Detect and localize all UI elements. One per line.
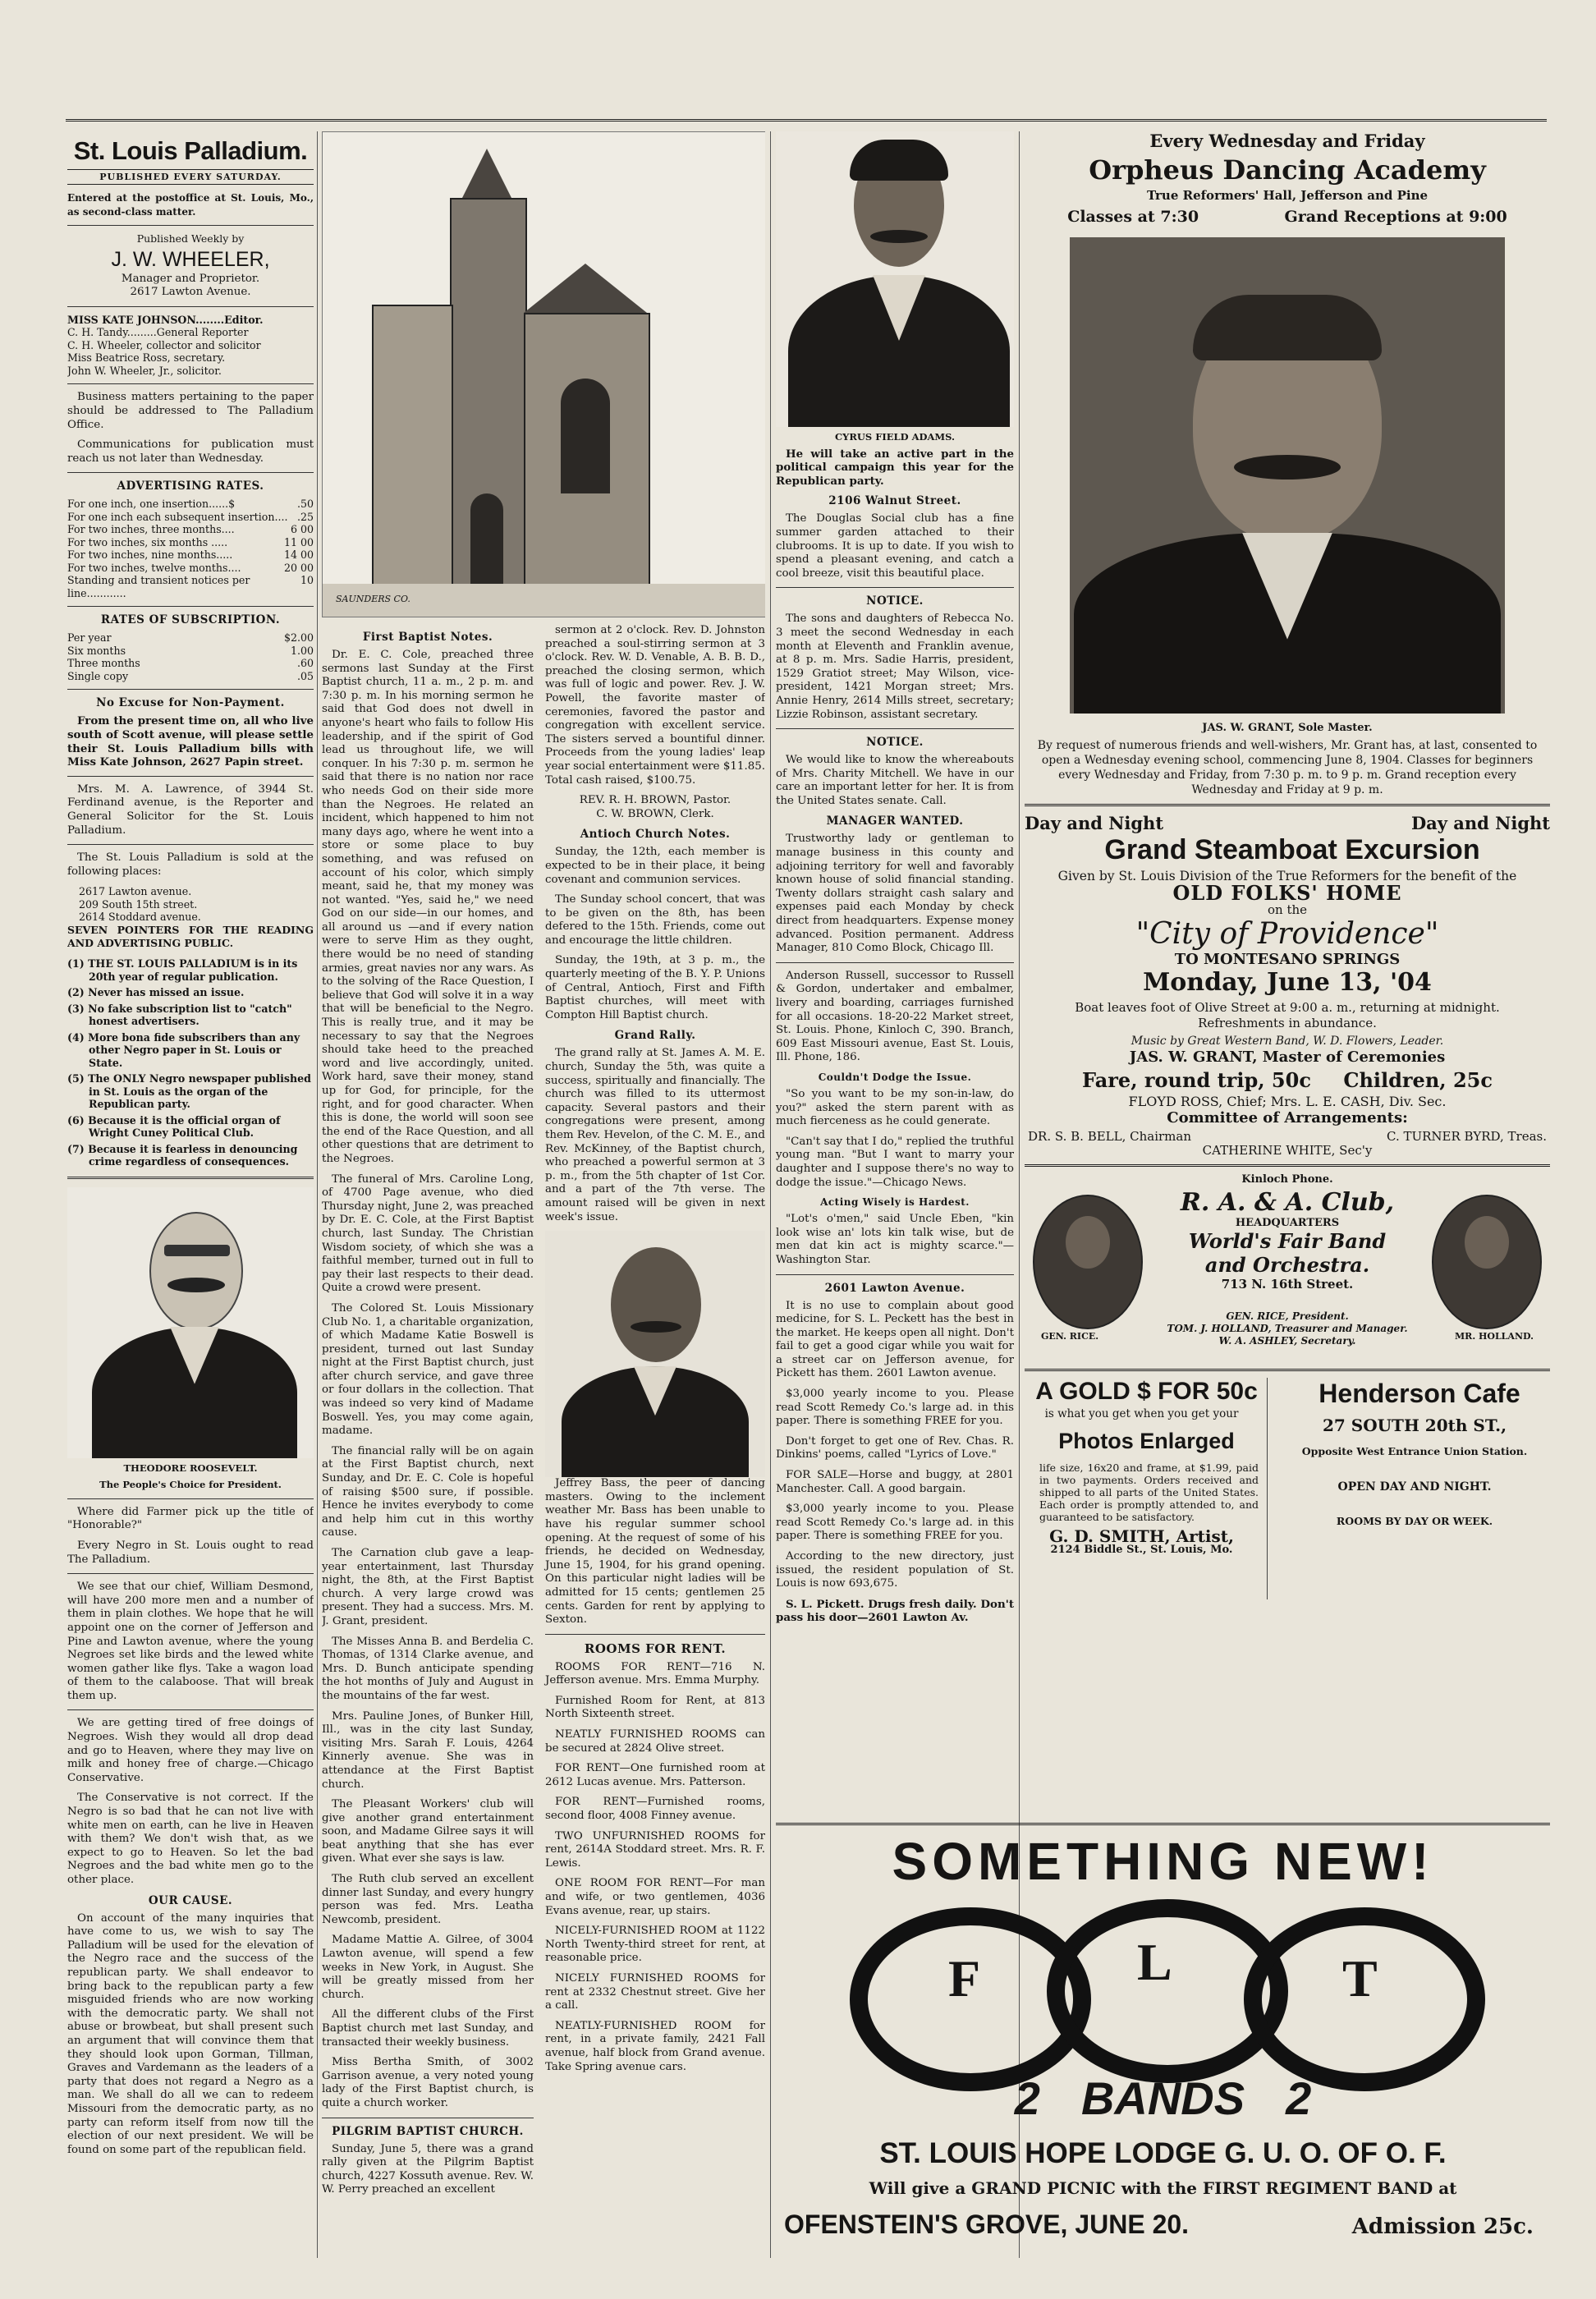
room-listing: TWO UNFURNISHED ROOMS for rent, 2614A Stoddard street. Mrs. R. F. Lewis. [545, 1829, 765, 1870]
church-paragraph: Madame Mattie A. Gilree, of 3004 Lawton avenue, will spend a few weeks in New York, in August. She will be greatly missed from her church. [322, 1934, 534, 2001]
divider [776, 728, 1014, 729]
flt-admission: Admission 25c. [1351, 2214, 1534, 2239]
rooms-heading: ROOMS FOR RENT. [584, 1641, 727, 1656]
flt-letter-t: T [1342, 1949, 1378, 2008]
dodge-paragraph: "Can't say that I do," replied the truthful young man. "But I want to marry your daughter and I suppose there's no way to dodge the issue."—Chicago News. [776, 1135, 1014, 1189]
every-paragraph: Every Negro in St. Louis ought to read The Palladium. [67, 1539, 314, 1566]
publisher-name: J. W. WHEELER, [111, 247, 270, 271]
masthead-subtitle: PUBLISHED EVERY SATURDAY. [67, 169, 314, 185]
dodge-paragraph: "So you want to be my son-in-law, do you?" asked the stern parent with as much fierceness as he could generate. [776, 1087, 1014, 1128]
pointers-list [67, 957, 314, 1168]
photos-sub: is what you get when you get your [1044, 1406, 1239, 1420]
committee-sec: CATHERINE WHITE, Sec'y [1202, 1142, 1373, 1158]
divider [67, 1573, 314, 1574]
subscription-heading: RATES OF SUBSCRIPTION. [100, 613, 281, 627]
column-notices [776, 131, 1014, 1631]
manager-paragraph: Trustworthy lady or gentleman to manage business in this county and adjoining territory for well and favorably known house of solid financial standing. Twenty dollars straight cash salary and expenses paid each Monday by check direct from headquarters. Expense money advanced. Position permanent. Address Manager, 810 Como Block, Chicago Ill. [776, 833, 1014, 955]
divider [67, 844, 314, 845]
club-center [1148, 1188, 1427, 1292]
staff-line: Miss Beatrice Ross, secretary. [67, 351, 226, 365]
engraver-signature: SAUNDERS CO. [336, 594, 410, 604]
roosevelt-caption: THEODORE ROOSEVELT. [123, 1462, 258, 1474]
tired-paragraph: We are getting tired of free doings of Negroes. Wish they would all drop dead and go to Heaven, where they may live on milk and honey free of charge.—Chicago Conservative. [67, 1717, 314, 1784]
bass-paragraph: Jeffrey Bass, the peer of dancing masters. Owing to the inclement weather Mr. Bass has been unable to have his regular summer school opening. At the request of some of his friends, he decided on Wednesday, June 15, 1904, for his grand opening. On this particular night ladies will be admitted for 15 cents; gentlemen 25 cents. Garden for rent by applying to Sexton. [545, 1477, 765, 1627]
pointer: (7) Because it is fearless in denouncing crime regardless of consequences. [67, 1142, 298, 1168]
notice1-paragraph: The sons and daughters of Rebecca No. 3 meet the second Wednesday in each month at Eleventh and Franklin avenue, at 8 p. m. Mrs. Sadie Harris, president, 1529 Gratiot street; May Wilson, vice-president, 1421 Morgan street; Mrs. Annie Henry, 2614 Mills street, secretary; Lizzie Robinson, assistant secretary. [776, 613, 1014, 721]
rice-caption: GEN. RICE. [1041, 1330, 1099, 1342]
portrait-head [611, 1247, 701, 1362]
russell-paragraph: Anderson Russell, successor to Russell & Gordon, undertaker and embalmer, livery and boarding, carriages furnished for all occasions. 18-20-22 Market street, St. Louis. Phone, Kinloch C, 390. Branch, 609 East Missouri avenue, East St. Louis, Ill. Phone, 186. [776, 969, 1014, 1064]
flt-letter-l: L [1137, 1933, 1172, 1991]
henderson-rooms: ROOMS BY DAY OR WEEK. [1336, 1515, 1493, 1528]
entered-notice: Entered at the postoffice at St. Louis, Mo., as second-class matter. [67, 192, 314, 218]
excursion-master: JAS. W. GRANT, Master of Ceremonies [1129, 1049, 1446, 1067]
column-church [322, 131, 765, 2266]
divider [67, 689, 314, 690]
misc-item: According to the new directory, just issued, the resident population of St. Louis is now 693,675. [776, 1550, 1014, 1590]
clerk-signature: C. W. BROWN, Clerk. [596, 807, 714, 820]
pastor-signature: REV. R. H. BROWN, Pastor. [579, 794, 732, 807]
orpheus-ad [1025, 131, 1550, 797]
church-side-tower [372, 305, 453, 587]
rate-row: Per year $2.00 [67, 631, 314, 645]
pointer: (2) Never has missed an issue. [67, 986, 245, 999]
roosevelt-subcaption: The People's Choice for President. [99, 1479, 282, 1491]
divider [67, 1498, 314, 1499]
pilgrim-heading: PILGRIM BAPTIST CHURCH. [332, 2124, 524, 2138]
flt-picnic: Will give a GRAND PICNIC with the FIRST REGIMENT BAND at [869, 2178, 1457, 2198]
church-illustration [322, 131, 765, 617]
divider [67, 776, 314, 777]
pilgrim-continued: sermon at 2 o'clock. Rev. D. Johnston preached a soul-stirring sermon at 3 o'clock. Rev. W. D. Venable, A. B. B. D., preached the closing sermon, which was full of logic and power. Rev. J. W. Powell, the favorite master of ceremonies, favored the pastor and congregation with excellent service. The sisters served a bountiful dinner. Proceeds from the young ladies' leap year social entertainment were $11.85. Total cash raised, $100.75. [545, 624, 765, 787]
fare-adult: Fare, round trip, 50c [1082, 1067, 1311, 1092]
photos-text: life size, 16x20 and frame, at $1.99, paid in two payments. Orders received and shipped to all parts of the United States. Each order is promptly attended to, and guaranteed to be satisfactory. [1039, 1462, 1259, 1524]
photos-title: Photos Enlarged [1058, 1429, 1235, 1454]
portrait-head [1066, 1216, 1110, 1269]
flt-letter-f: F [948, 1949, 981, 2008]
misc-item: FOR SALE—Horse and buggy, at 2801 Manchester. Call. A good bargain. [776, 1469, 1014, 1495]
nonpayment-heading: No Excuse for Non-Payment. [96, 696, 285, 710]
club-president: GEN. RICE, President. [1226, 1310, 1349, 1322]
staff-line: C. H. Tandy.........General Reporter [67, 326, 249, 339]
flt-bands-num: 2 [1014, 2072, 1040, 2124]
excursion-officers: FLOYD ROSS, Chief; Mrs. L. E. CASH, Div. Sec. [1128, 1093, 1447, 1109]
club-hq: HEADQUARTERS [1235, 1216, 1340, 1229]
excursion-title: Grand Steamboat Excursion [1104, 834, 1480, 866]
henderson-opposite: Opposite West Entrance Union Station. [1301, 1445, 1528, 1458]
rate-row: Single copy .05 [67, 669, 314, 682]
manager-heading: MANAGER WANTED. [826, 815, 964, 828]
wisely-heading: Acting Wisely is Hardest. [820, 1196, 970, 1209]
portrait-moustache [167, 1278, 225, 1292]
excursion-header [1025, 813, 1550, 833]
divider [776, 1274, 1014, 1275]
pointer: (4) More bona fide subscribers than any other Negro paper in St. Louis or State. [67, 1030, 300, 1069]
portrait-moustache [870, 230, 928, 243]
room-listing: Furnished Room for Rent, at 813 North Sixteenth street. [545, 1694, 765, 1721]
farmer-paragraph: Where did Farmer pick up the title of "Honorable?" [67, 1505, 314, 1532]
church-paragraph: Miss Bertha Smith, of 3002 Garrison avenue, a very noted young lady of the First Baptist church, is quite a church worker. [322, 2056, 534, 2109]
church-paragraph: The Carnation club gave a leap-year entertainment, last Thursday night, the 8th, at the First Baptist church. A very large crowd was present. They had a success. Mrs. M. J. Grant, president. [322, 1547, 534, 1627]
column-rule [770, 131, 771, 2258]
flt-ad [776, 1823, 1550, 2269]
rice-portrait [1033, 1195, 1143, 1329]
top-rule [66, 119, 1547, 122]
club-officers [1148, 1310, 1427, 1347]
portrait-glasses [164, 1245, 230, 1256]
excursion-leaves: Boat leaves foot of Olive Street at 9:00 a. m., returning at midnight. Refreshments in abundance. [1075, 999, 1500, 1030]
photos-artist: G. D. SMITH, Artist, [1049, 1526, 1234, 1547]
henderson-ad [1279, 1378, 1550, 1599]
rate-row: For one inch, one insertion......$ .50 [67, 498, 314, 511]
room-listing: FOR RENT—One furnished room at 2612 Lucas avenue. Mrs. Patterson. [545, 1762, 765, 1788]
holland-portrait [1432, 1195, 1542, 1329]
rate-row: For two inches, twelve months.... 20 00 [67, 561, 314, 574]
excursion-fares [1025, 1068, 1550, 1092]
divider [67, 225, 314, 226]
sold-at-places [67, 885, 314, 924]
bass-portrait [545, 1231, 765, 1477]
holland-caption: MR. HOLLAND. [1455, 1330, 1534, 1342]
day-night-right: Day and Night [1410, 813, 1550, 834]
orpheus-times [1025, 208, 1550, 226]
place: 2617 Lawton avenue. [79, 885, 192, 898]
fare-children: Children, 25c [1343, 1067, 1493, 1092]
portrait-hair [850, 140, 948, 181]
excursion-music: Music by Great Western Band, W. D. Flowers, Leader. [1130, 1034, 1444, 1048]
pointers-heading: SEVEN POINTERS FOR THE READING AND ADVERTISING PUBLIC. [67, 923, 314, 950]
rate-row: For one inch each subsequent insertion.... .25 [67, 510, 314, 523]
grant-caption: JAS. W. GRANT, Sole Master. [1202, 721, 1373, 734]
excursion-given-by: Given by St. Louis Division of the True Reformers for the benefit of the [1057, 869, 1517, 884]
publisher-role: Manager and Proprietor. [121, 272, 260, 285]
divider [67, 1177, 314, 1179]
room-listing: ROOMS FOR RENT—716 N. Jefferson avenue. Mrs. Emma Murphy. [545, 1660, 765, 1687]
day-night-left: Day and Night [1025, 813, 1164, 834]
club-secretary: W. A. ASHLEY, Secretary. [1218, 1334, 1356, 1347]
church-column-b [545, 624, 765, 2081]
orpheus-title: Orpheus Dancing Academy [1089, 154, 1486, 186]
room-listing: FOR RENT—Furnished rooms, second floor, 4008 Finney avenue. [545, 1796, 765, 1823]
rally-paragraph: The grand rally at St. James A. M. E. church, Sunday the 5th, was quite a success, spiritually and financially. The church was filled to its uttermost capacity. Several pastors and their congregations were present, among them Rev. Hevelon, of the C. M. E., and Rev. McKinney, of the Baptist church, who preached a powerful sermon at 3 p. m., from the 5th chapter of 1st Cor. and a part of the 7th verse. The amount raised will be given in next week's issue. [545, 1047, 765, 1223]
adams-text: He will take an active part in the political campaign this year for the Republican party. [776, 447, 1014, 488]
nonpayment-text: From the present time on, all who live south of Scott avenue, will please settle their St. Louis Palladium bills with Miss Kate Johnson, 2627 Papin street. [67, 714, 314, 769]
notice2-paragraph: We would like to know the whereabouts of Mrs. Charity Mitchell. We have in our care an important letter for her. It is from the United States senate. Call. [776, 754, 1014, 807]
staff-line: John W. Wheeler, Jr., solicitor. [67, 364, 222, 377]
antioch-paragraph: The Sunday school concert, that was to be given on the 8th, has been defered to the 15th. Friends, come out and encourage the little children. [545, 893, 765, 947]
orpheus-venue: True Reformers' Hall, Jefferson and Pine [1146, 188, 1429, 203]
misc-item: $3,000 yearly income to you. Please read Scott Remedy Co.'s large ad. in this paper. There is something FREE for you. [776, 1388, 1014, 1428]
divider [67, 383, 314, 384]
first-baptist-heading: First Baptist Notes. [362, 631, 493, 644]
rate-row: Six months 1.00 [67, 644, 314, 657]
church-column-a [322, 624, 534, 2204]
wisely-paragraph: "Lot's o'men," said Uncle Eben, "kin look wise an' lots kin talk wise, but de men dat kin act is mighty scarce."—Washington Star. [776, 1213, 1014, 1266]
portrait-moustache [1234, 455, 1341, 480]
divider [67, 1709, 314, 1710]
flt-grove: OFENSTEIN'S GROVE, JUNE 20. [784, 2210, 1190, 2239]
conservative-paragraph: The Conservative is not correct. If the Negro is so bad that he can not live with white men on earth, can he live in Heaven with them? We don't wish that, as we expect to go to Heaven. So let the bad Negroes and the bad white men go to the other place. [67, 1792, 314, 1886]
divider [545, 1634, 765, 1635]
divider [67, 306, 314, 307]
flt-headline: SOMETHING NEW! [892, 1832, 1434, 1891]
rate-row: Standing and transient notices per line............ 10 [67, 574, 314, 599]
misc-item: $3,000 yearly income to you. Please read Scott Remedy Co.'s large ad. in this paper. There is something FREE for you. [776, 1503, 1014, 1543]
published-by: Published Weekly by [136, 232, 245, 246]
church-paragraph: The financial rally will be on again at the First Baptist church, next Sunday, and Dr. E. C. Cole is hopeful of raising $500 sure, if possible. Hence he invites everybody to come and help him cut in this worthy cause. [322, 1444, 534, 1540]
walnut-heading: 2106 Walnut Street. [828, 494, 961, 508]
excursion-ad [1025, 804, 1550, 1163]
portrait-head [149, 1212, 243, 1330]
rate-row: For two inches, three months.... 6 00 [67, 523, 314, 536]
portrait-hair [1193, 295, 1382, 360]
orpheus-line1: Every Wednesday and Friday [1149, 131, 1425, 151]
club-treasurer: TOM. J. HOLLAND, Treasurer and Manager. [1167, 1322, 1408, 1334]
church-paragraph: The Misses Anna B. and Berdelia C. Thomas, of 1314 Clarke avenue, and Mrs. D. Bunch anticipate spending the hot months of July and August in the mountains of the far west. [322, 1635, 534, 1702]
lawton-paragraph: It is no use to complain about good medicine, for S. L. Peckett has the best in the market. He keeps open all night. Don't fail to get a good cigar while you wait for a street car on Jefferson avenue, for Pickett has them. 2601 Lawton avenue. [776, 1299, 1014, 1380]
church-paragraph: Dr. E. C. Cole, preached three sermons last Sunday at the First Baptist church, 11 a. m., 2 p. m. and 7:30 p. m. In his morning sermon he said that God does not dwell in anyone's heart who fails to follow His leadership, and if the spirit of God lead us throughout life, we will conquer. In his 7:30 p. m. sermon he said that there is no nation nor race who needs God on their side more than the Negroes. He related an incident, which happened to him not many days ago, where he went into a store or some place to buy something, and was refused on account of his color, which simply meant, said he, that my money was not wanted. "Yes, said he," we need God on our side—in our homes, and all around us —and if every nation were to serve Him as they ought, there would be no need of standing armies, great navies nor any wars. As to the solving of the Race Question, I believe that God will solve it in a way that will be beneficial to the Negro. This is really true, and it may be necessary to say that the Negroes should take heed to the preached word and live accordingly, united. Work hard, save their money, stand up for God, for principle, for the right, and for good character. When this is done, the world will soon see the end of the Race Question, and all other questions that are detriment to the Negroes. [322, 649, 534, 1165]
staff-line: MISS KATE JOHNSON........Editor. [67, 313, 264, 326]
communications-notice: Communications for publication must reach us not later than Wednesday. [67, 438, 314, 465]
excursion-on-the: on the [1267, 902, 1308, 918]
divider [776, 587, 1014, 588]
rate-row: Three months .60 [67, 657, 314, 670]
subscription-rates [67, 631, 314, 682]
photos-headline: A GOLD $ FOR 50c [1035, 1377, 1258, 1405]
business-notice: Business matters pertaining to the paper should be addressed to The Palladium Office. [67, 391, 314, 431]
club-name: R. A. & A. Club, [1180, 1187, 1395, 1217]
antioch-heading: Antioch Church Notes. [580, 828, 731, 842]
orpheus-classes: Classes at 7:30 [1067, 207, 1199, 226]
church-paragraph: The Colored St. Louis Missionary Club No. 1, a charitable organization, of which Madame Katie Boswell is president, turned out last Sunday night at the First Baptist church, just after church service, and gave three or four dollars in the collection. That was indeed so very kind of Madame Boswell. Yes, you may come again, madame. [322, 1301, 534, 1438]
church-paragraph: Mrs. Pauline Jones, of Bunker Hill, Ill., was in the city last Sunday, visiting Mrs. Sarah F. Louis, 4264 Kinnerly avenue. She was in attendance at the First Baptist church. [322, 1709, 534, 1791]
column-masthead [67, 131, 314, 2164]
church-door [470, 493, 503, 584]
dodge-heading: Couldn't Dodge the Issue. [818, 1071, 972, 1083]
room-listing: NICELY-FURNISHED ROOM at 1122 North Twenty-third street for rent, at reasonable price. [545, 1925, 765, 1965]
henderson-address: 27 SOUTH 20th ST., [1322, 1415, 1507, 1435]
church-paragraph: The Pleasant Workers' club will give another grand entertainment soon, and Madame Gilree says it will beat anything that she has ever given. What ever she says is law. [322, 1798, 534, 1865]
cause-paragraph: On account of the many inquiries that have come to us, we wish to say The Palladium will be used for the elevation of the Negro race and the success of the republican party. We shall endeavor to bring back to the republican party a few misguided friends who are now working with the democratic party. We shall not abuse or browbeat, but shall present such an argument that will convince them that they should look upon Gorman, Tillman, Graves and Vardemann as the leaders of a party that does not regard a Negro as a man. We shall do all we can to redeem Missouri from the democratic party, as no party can reform itself from now till the election of our next president. We will be found on some part of the republican field. [67, 1911, 314, 2156]
roosevelt-portrait [67, 1187, 314, 1458]
church-window [561, 379, 610, 493]
rate-row: For two inches, nine months..... 14 00 [67, 548, 314, 562]
photos-ad [1025, 1378, 1268, 1599]
henderson-title: Henderson Cafe [1319, 1378, 1520, 1408]
staff-list [67, 314, 314, 378]
pointer: (1) THE ST. LOUIS PALLADIUM is in its 20th year of regular publication. [67, 957, 298, 983]
flt-lodge: ST. LOUIS HOPE LODGE G. U. O. OF O. F. [879, 2137, 1447, 2169]
lawton-heading: 2601 Lawton Avenue. [824, 1281, 965, 1295]
masthead-title: St. Louis Palladium. [73, 136, 308, 165]
misc-item: S. L. Pickett. Drugs fresh daily. Don't pass his door—2601 Lawton Av. [776, 1597, 1014, 1625]
antioch-paragraph: Sunday, the 12th, each member is expected to be in their place, it being covenant and communion services. [545, 846, 765, 886]
rate-row: For two inches, six months ..... 11 00 [67, 535, 314, 548]
committee-chair: DR. S. B. BELL, Chairman [1028, 1128, 1191, 1144]
rally-heading: Grand Rally. [614, 1029, 696, 1043]
divider [67, 606, 314, 607]
committee-treas: C. TURNER BYRD, Treas. [1387, 1128, 1547, 1144]
orpheus-receptions: Grand Receptions at 9:00 [1284, 207, 1507, 226]
divider [67, 472, 314, 473]
pointer: (6) Because it is the official organ of Wright Cuney Political Club. [67, 1113, 281, 1140]
pointer: (5) The ONLY Negro newspaper published in St. Louis as the organ of the Republican party. [67, 1072, 311, 1111]
room-listing: NEATLY FURNISHED ROOMS can be secured at 2824 Olive street. [545, 1728, 765, 1755]
club-phone: Kinloch Phone. [1241, 1172, 1333, 1186]
church-gable [524, 264, 647, 313]
photos-address: 2124 Biddle St., St. Louis, Mo. [1050, 1543, 1233, 1556]
place: 2614 Stoddard avenue. [79, 911, 201, 924]
staff-line: C. H. Wheeler, collector and solicitor [67, 338, 261, 351]
place: 209 South 15th street. [79, 897, 198, 911]
sold-at-intro: The St. Louis Palladium is sold at the following places: [67, 851, 314, 878]
notice2-heading: NOTICE. [866, 736, 924, 750]
excursion-beneficiary: OLD FOLKS' HOME [1172, 880, 1402, 905]
club-address: 713 N. 16th Street. [1221, 1276, 1354, 1292]
excursion-destination: TO MONTESANO SPRINGS [1174, 950, 1401, 968]
club-band1: World's Fair Band [1188, 1228, 1387, 1253]
adams-portrait [776, 131, 1014, 427]
church-paragraph: All the different clubs of the First Baptist church met last Sunday, and transacted their weekly business. [322, 2008, 534, 2049]
club-ad [1025, 1164, 1550, 1369]
flt-bands [776, 2072, 1550, 2125]
flt-bands-num: 2 [1286, 2072, 1312, 2124]
henderson-open: OPEN DAY AND NIGHT. [1337, 1480, 1492, 1494]
church-paragraph: The Ruth club served an excellent dinner last Sunday, and every hungry person was fed. Mrs. Leatha Newcomb, president. [322, 1873, 534, 1926]
room-listing: NICELY FURNISHED ROOMS for rent at 2332 Chestnut street. Give her a call. [545, 1971, 765, 2012]
column-rule [317, 131, 318, 2258]
committee-row [1025, 1129, 1550, 1144]
church-spire [462, 149, 511, 198]
antioch-paragraph: Sunday, the 19th, at 3 p. m., the quarterly meeting of the B. Y. P. Unions of Central, Antioch, First and Fifth Baptist churches, will meet with Compton Hill Baptist church. [545, 954, 765, 1021]
walnut-paragraph: The Douglas Social club has a fine summer garden attached to their clubrooms. It is up to date. If you wish to spend a pleasant evening, and catch a cool breeze, visit this beautiful place. [776, 512, 1014, 580]
orpheus-text: By request of numerous friends and well-wishers, Mr. Grant has, at last, consented to open a Wednesday evening school, commencing June 8, 1904. Classes for beginners every Wednesday and Friday, from 7:30 p. m. to 9 p. m. Grand reception every Wednesday and Friday at 9 p. m. [1037, 739, 1538, 797]
advertising-rates [67, 498, 314, 599]
advertising-heading: ADVERTISING RATES. [117, 480, 264, 493]
portrait-head [1465, 1216, 1509, 1269]
adams-caption: CYRUS FIELD ADAMS. [834, 431, 956, 443]
flt-bands-word: BANDS [1080, 2072, 1245, 2124]
club-band2: and Orchestra. [1204, 1252, 1370, 1277]
publisher-address: 2617 Lawton Avenue. [130, 286, 251, 299]
cause-heading: OUR CAUSE. [148, 1893, 233, 1907]
church-paragraph: The funeral of Mrs. Caroline Long, of 4700 Page avenue, who died Thursday night, June 2, was preached by Dr. E. C. Cole, at the First Baptist church, last Sunday. The Christian Wisdom society, of which she was a faithful member, turned out in full to pay their last respects to their dead. Quite a crowd were present. [322, 1172, 534, 1295]
room-listing: ONE ROOM FOR RENT—For man and wife, or two gentlemen, 4036 Evans avenue, rear, up stairs. [545, 1877, 765, 1917]
divider [776, 962, 1014, 963]
room-listing: NEATLY-FURNISHED ROOM for rent, in a private family, 2421 Fall avenue, half block from Grand avenue. Take Spring avenue cars. [545, 2019, 765, 2073]
excursion-committee: Committee of Arrangements: [1167, 1109, 1408, 1127]
lawrence-notice: Mrs. M. A. Lawrence, of 3944 St. Ferdinand avenue, is the Reporter and General Solicitor for the St. Louis Palladium. [67, 782, 314, 837]
excursion-date: Monday, June 13, '04 [1143, 967, 1432, 997]
pointer: (3) No fake subscription list to "catch" honest advertisers. [67, 1002, 292, 1028]
desmond-paragraph: We see that our chief, William Desmond, will have 200 more men and a number of them in plain clothes. We hope that he will appoint one on the corner of Jefferson and Pine and Lawton avenue, where the young Negroes set like birds and the lewed white women gather like flys. Take a wagon load of them to the calaboose. That will break them up. [67, 1581, 314, 1702]
grant-portrait [1070, 237, 1505, 714]
misc-item: Don't forget to get one of Rev. Chas. R. Dinkins' poems, called "Lyrics of Love." [776, 1434, 1014, 1462]
small-ads-row [1025, 1369, 1550, 1606]
notice1-heading: NOTICE. [866, 594, 924, 608]
pilgrim-paragraph: Sunday, June 5, there was a grand rally given at the Pilgrim Baptist church, 4227 Kossuth avenue. Rev. W. W. Perry preached an excellent [322, 2142, 534, 2196]
excursion-boat: "City of Providence" [1135, 916, 1439, 951]
